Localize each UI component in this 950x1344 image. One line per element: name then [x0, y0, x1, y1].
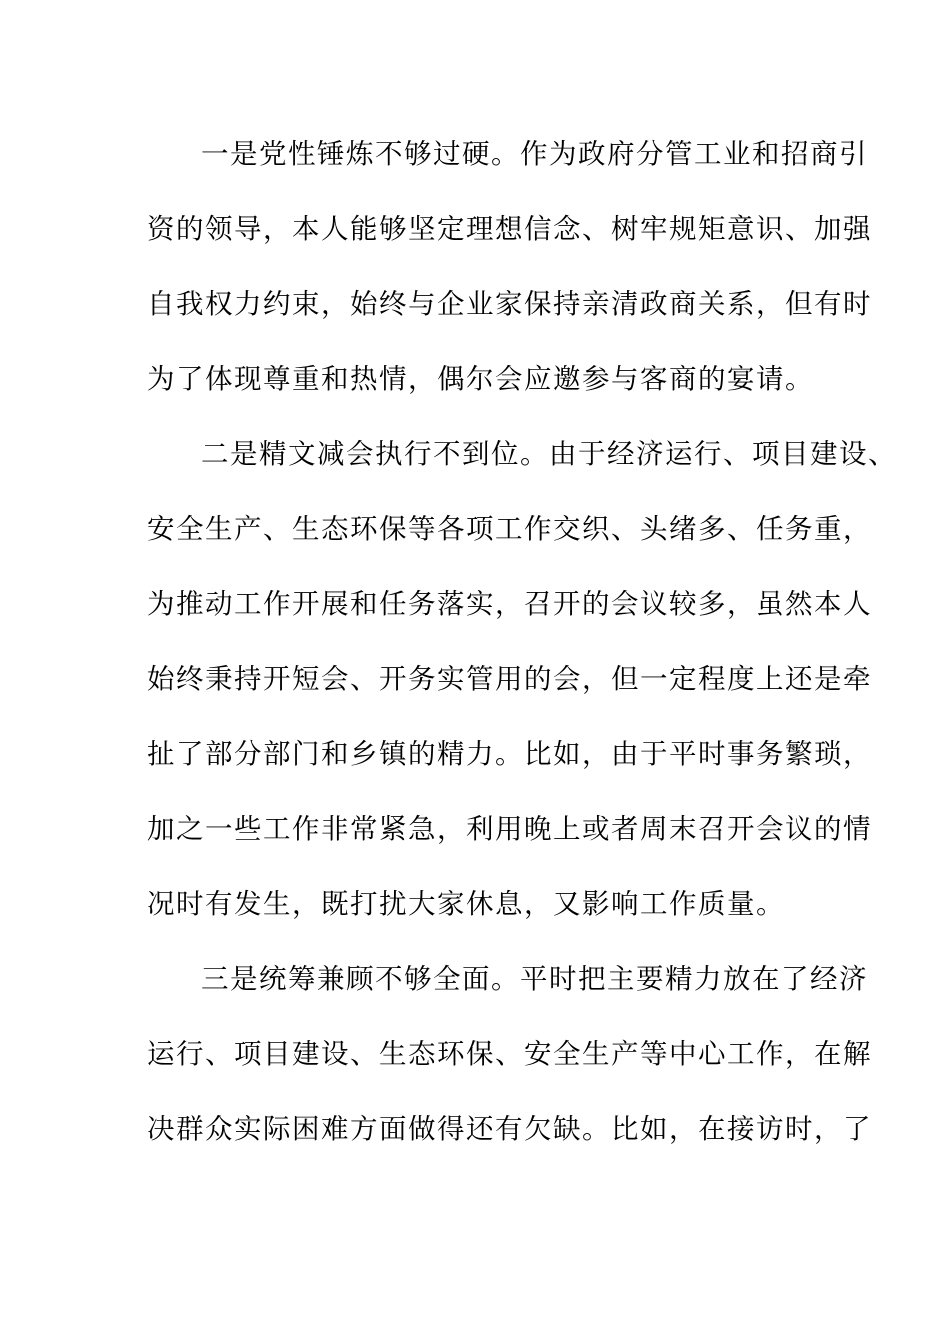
paragraph-1-line-4: 为了体现尊重和热情，偶尔会应邀参与客商的宴请。	[147, 363, 814, 395]
paragraph-2-line-6: 加之一些工作非常紧急，利用晚上或者周末召开会议的情	[147, 813, 872, 845]
paragraph-2-line-4: 始终秉持开短会、开务实管用的会，但一定程度上还是牵	[147, 663, 872, 695]
paragraph-2-line-2: 安全生产、生态环保等各项工作交织、头绪多、任务重，	[147, 513, 872, 545]
paragraph-3-line-3: 决群众实际困难方面做得还有欠缺。比如，在接访时，了	[147, 1113, 872, 1145]
paragraph-2-line-1: 二是精文减会执行不到位。由于经济运行、项目建设、	[201, 438, 897, 470]
paragraph-3-line-2: 运行、项目建设、生态环保、安全生产等中心工作，在解	[147, 1038, 872, 1070]
paragraph-3-line-1: 三是统筹兼顾不够全面。平时把主要精力放在了经济	[201, 963, 868, 995]
paragraph-2-line-7: 况时有发生，既打扰大家休息，又影响工作质量。	[147, 888, 785, 920]
paragraph-2-line-3: 为推动工作开展和任务落实，召开的会议较多，虽然本人	[147, 588, 872, 620]
paragraph-2-line-5: 扯了部分部门和乡镇的精力。比如，由于平时事务繁琐，	[147, 738, 872, 770]
paragraph-1-line-3: 自我权力约束，始终与企业家保持亲清政商关系，但有时	[147, 288, 872, 320]
paragraph-1-line-2: 资的领导，本人能够坚定理想信念、树牢规矩意识、加强	[147, 213, 872, 245]
paragraph-1-line-1: 一是党性锤炼不够过硬。作为政府分管工业和招商引	[201, 138, 868, 170]
